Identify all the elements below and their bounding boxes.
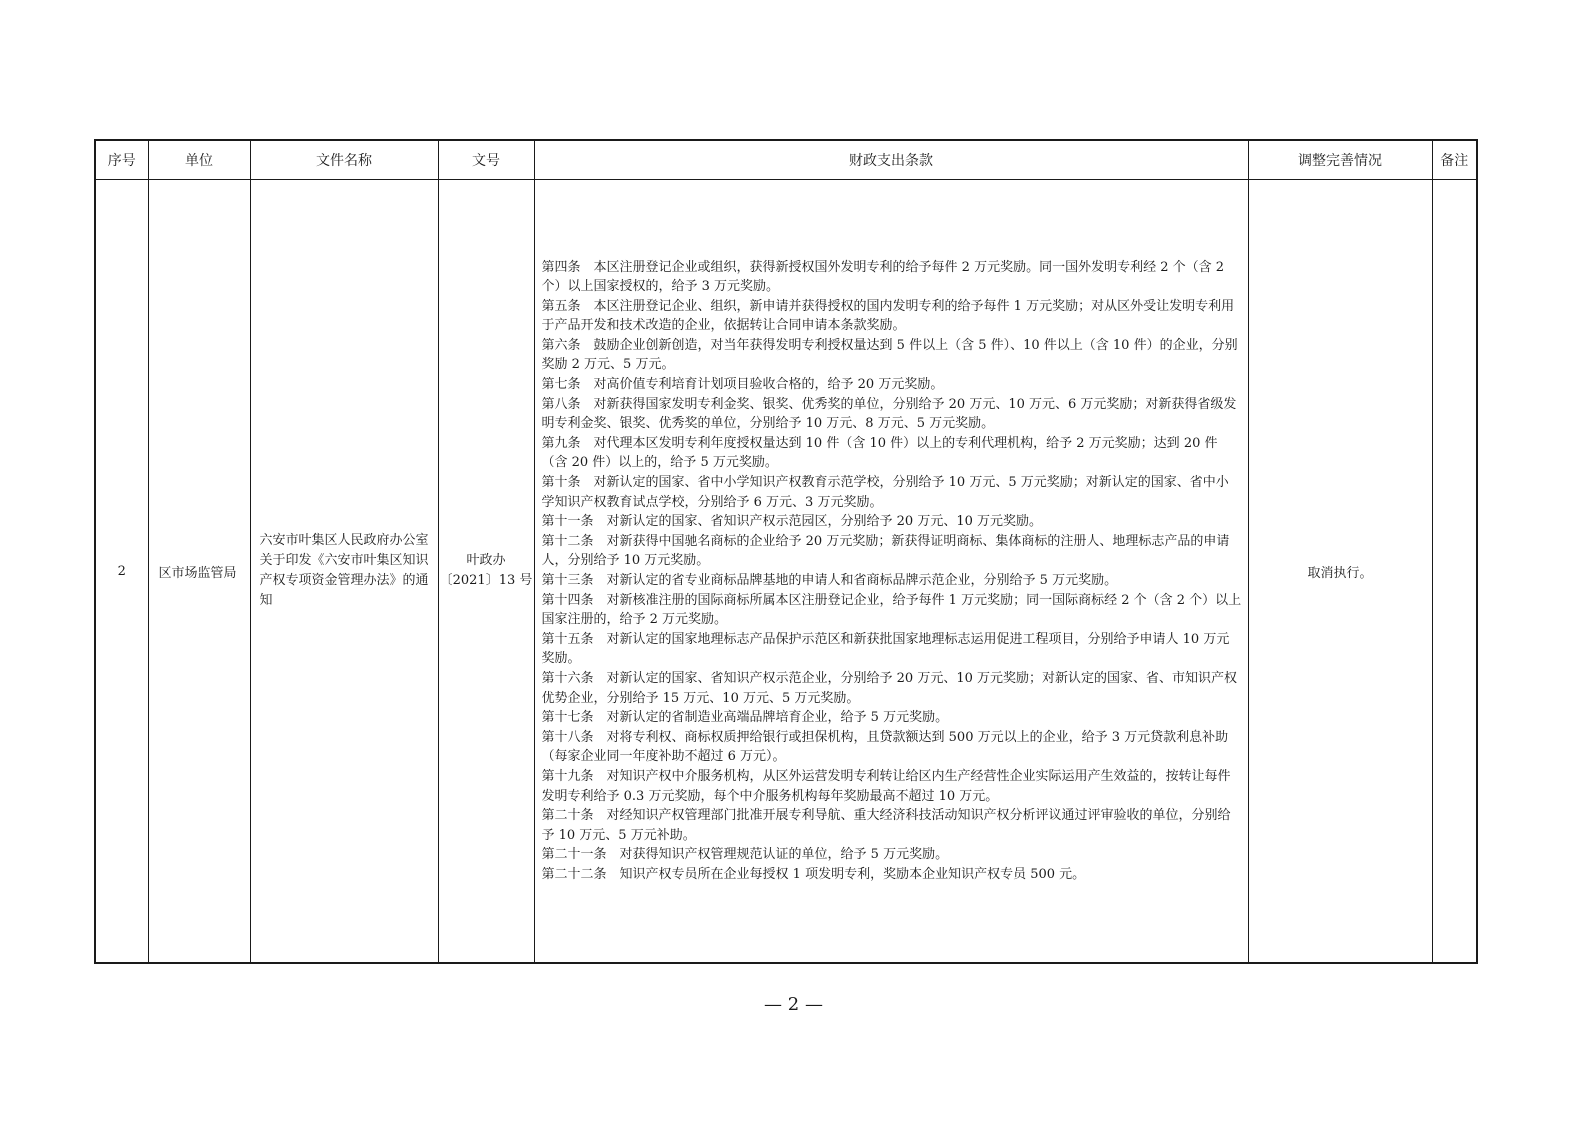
- row-unit: 区市场监管局: [148, 180, 250, 964]
- clause-title: 第六条: [541, 337, 581, 353]
- clause-text: 对知识产权中介服务机构，从区外运营发明专利转让给区内生产经营性企业实际运用产生效益的，按转让每件发明专利给予 0.3 万元奖励，每个中介服务机构每年奖励最高不超过 10 万元。: [541, 768, 1231, 804]
- clause-item: [542, 297, 1242, 336]
- clause-title: 第十一条: [541, 514, 594, 530]
- clause-text: 知识产权专员所在企业每授权 1 项发明专利，奖励本企业知识产权专员 500 元。: [619, 866, 1086, 882]
- clause-title: 第九条: [541, 435, 581, 451]
- clause-item: [542, 336, 1242, 375]
- header-file-name: 文件名称: [250, 140, 438, 180]
- clause-title: 第七条: [541, 377, 581, 393]
- doc-number-line2: 〔2021〕13 号: [439, 573, 533, 588]
- clause-text: 对新获得国家发明专利金奖、银奖、优秀奖的单位，分别给予 20 万元、10 万元、6 万元奖励；对新获得省级发明专利金奖、银奖、优秀奖的单位，分别给予 10 万元、8 万元、5 万元奖励。: [541, 396, 1237, 432]
- clause-item: [542, 512, 1242, 532]
- policy-table: [94, 139, 1478, 964]
- clause-item: [542, 434, 1242, 473]
- clause-text: 对将专利权、商标权质押给银行或担保机构，且贷款额达到 500 万元以上的企业，给予 3 万元贷款利息补助（每家企业同一年度补助不超过 6 万元）。: [541, 729, 1229, 765]
- row-clauses: [534, 180, 1248, 964]
- clause-title: 第十二条: [541, 533, 594, 549]
- clause-item: [542, 806, 1242, 845]
- doc-number-line1: 叶政办: [466, 553, 506, 568]
- clause-item: [542, 395, 1242, 434]
- clause-title: 第五条: [541, 298, 581, 314]
- header-row: [95, 140, 1477, 180]
- clause-title: 第十四条: [541, 592, 594, 608]
- clause-title: 第四条: [541, 259, 581, 275]
- header-doc-number: 文号: [438, 140, 534, 180]
- header-index: 序号: [95, 140, 148, 180]
- header-fiscal-clauses: 财政支出条款: [534, 140, 1248, 180]
- clause-title: 第十八条: [541, 729, 594, 745]
- row-adjustment: 取消执行。: [1248, 180, 1432, 964]
- clause-item: [542, 591, 1242, 630]
- clause-item: [542, 473, 1242, 512]
- clause-title: 第八条: [541, 396, 581, 412]
- clause-title: 第二十一条: [541, 847, 607, 863]
- clause-text: 本区注册登记企业、组织，新申请并获得授权的国内发明专利的给予每件 1 万元奖励；对从区外受让发明专利用于产品开发和技术改造的企业，依据转让合同申请本条款奖励。: [541, 298, 1235, 334]
- clause-text: 鼓励企业创新创造，对当年获得发明专利授权量达到 5 件以上（含 5 件）、10 件以上（含 10 件）的企业，分别奖励 2 万元、5 万元。: [541, 337, 1238, 373]
- page-number: — 2 —: [764, 994, 823, 1015]
- clause-item: [542, 375, 1242, 395]
- clause-title: 第十九条: [541, 768, 594, 784]
- clause-title: 第十七条: [541, 710, 594, 726]
- clause-text: 对高价值专利培育计划项目验收合格的，给予 20 万元奖励。: [593, 377, 944, 393]
- header-unit: 单位: [148, 140, 250, 180]
- clause-text: 对新认定的省制造业高端品牌培育企业，给予 5 万元奖励。: [606, 710, 949, 726]
- clause-text: 对新获得中国驰名商标的企业给予 20 万元奖励；新获得证明商标、集体商标的注册人、地理标志产品的申请人，分别给予 10 万元奖励。: [541, 533, 1230, 569]
- clause-text: 对新认定的国家、省知识产权示范园区，分别给予 20 万元、10 万元奖励。: [606, 514, 1043, 530]
- clause-item: [542, 669, 1242, 708]
- row-index: 2: [95, 180, 148, 964]
- clause-item: [542, 728, 1242, 767]
- clause-title: 第十五条: [541, 631, 594, 647]
- clause-text: 对获得知识产权管理规范认证的单位，给予 5 万元奖励。: [619, 847, 949, 863]
- clause-text: 对新认定的国家、省中小学知识产权教育示范学校，分别给予 10 万元、5 万元奖励；对新认定的国家、省中小学知识产权教育试点学校，分别给予 6 万元、3 万元奖励。: [541, 475, 1229, 510]
- clause-text: 对新认定的国家、省知识产权示范企业，分别给予 20 万元、10 万元奖励；对新认定的国家、省、市知识产权优势企业，分别给予 15 万元、10 万元、5 万元奖励。: [541, 670, 1238, 706]
- clause-title: 第十三条: [541, 573, 594, 588]
- clause-item: [542, 708, 1242, 728]
- header-remark: 备注: [1432, 140, 1477, 180]
- clause-item: [542, 258, 1242, 297]
- clause-title: 第二十二条: [541, 866, 607, 882]
- clause-text: 对代理本区发明专利年度授权量达到 10 件（含 10 件）以上的专利代理机构，给予 2 万元奖励；达到 20 件（含 20 件）以上的，给予 5 万元奖励。: [541, 435, 1218, 471]
- clause-text: 对新核准注册的国际商标所属本区注册登记企业，给予每件 1 万元奖励；同一国际商标经 2 个（含 2 个）以上国家注册的，给予 2 万元奖励。: [541, 592, 1242, 628]
- clause-item: [542, 571, 1242, 591]
- clause-text: 本区注册登记企业或组织，获得新授权国外发明专利的给予每件 2 万元奖励。同一国外发明专利经 2 个（含 2 个）以上国家授权的，给予 3 万元奖励。: [541, 259, 1225, 295]
- row-doc-number: [438, 180, 534, 964]
- clause-item: [542, 865, 1242, 885]
- clause-item: [542, 532, 1242, 571]
- clause-title: 第十条: [541, 475, 581, 491]
- clause-title: 第二十条: [541, 808, 594, 824]
- clause-text: 对新认定的国家地理标志产品保护示范区和新获批国家地理标志运用促进工程项目，分别给予申请人 10 万元奖励。: [541, 631, 1230, 667]
- clause-text: 对经知识产权管理部门批准开展专利导航、重大经济科技活动知识产权分析评议通过评审验收的单位，分别给予 10 万元、5 万元补助。: [541, 808, 1231, 843]
- row-file-name: 六安市叶集区人民政府办公室关于印发《六安市叶集区知识产权专项资金管理办法》的通知: [250, 180, 438, 964]
- clause-item: [542, 630, 1242, 669]
- clause-item: [542, 767, 1242, 806]
- clause-title: 第十六条: [541, 670, 594, 686]
- clause-list: [542, 258, 1242, 885]
- header-adjustment: 调整完善情况: [1248, 140, 1432, 180]
- clause-item: [542, 845, 1242, 865]
- row-remark: [1432, 180, 1477, 964]
- clause-text: 对新认定的省专业商标品牌基地的申请人和省商标品牌示范企业，分别给予 5 万元奖励。: [606, 573, 1118, 588]
- table-row: [95, 180, 1477, 964]
